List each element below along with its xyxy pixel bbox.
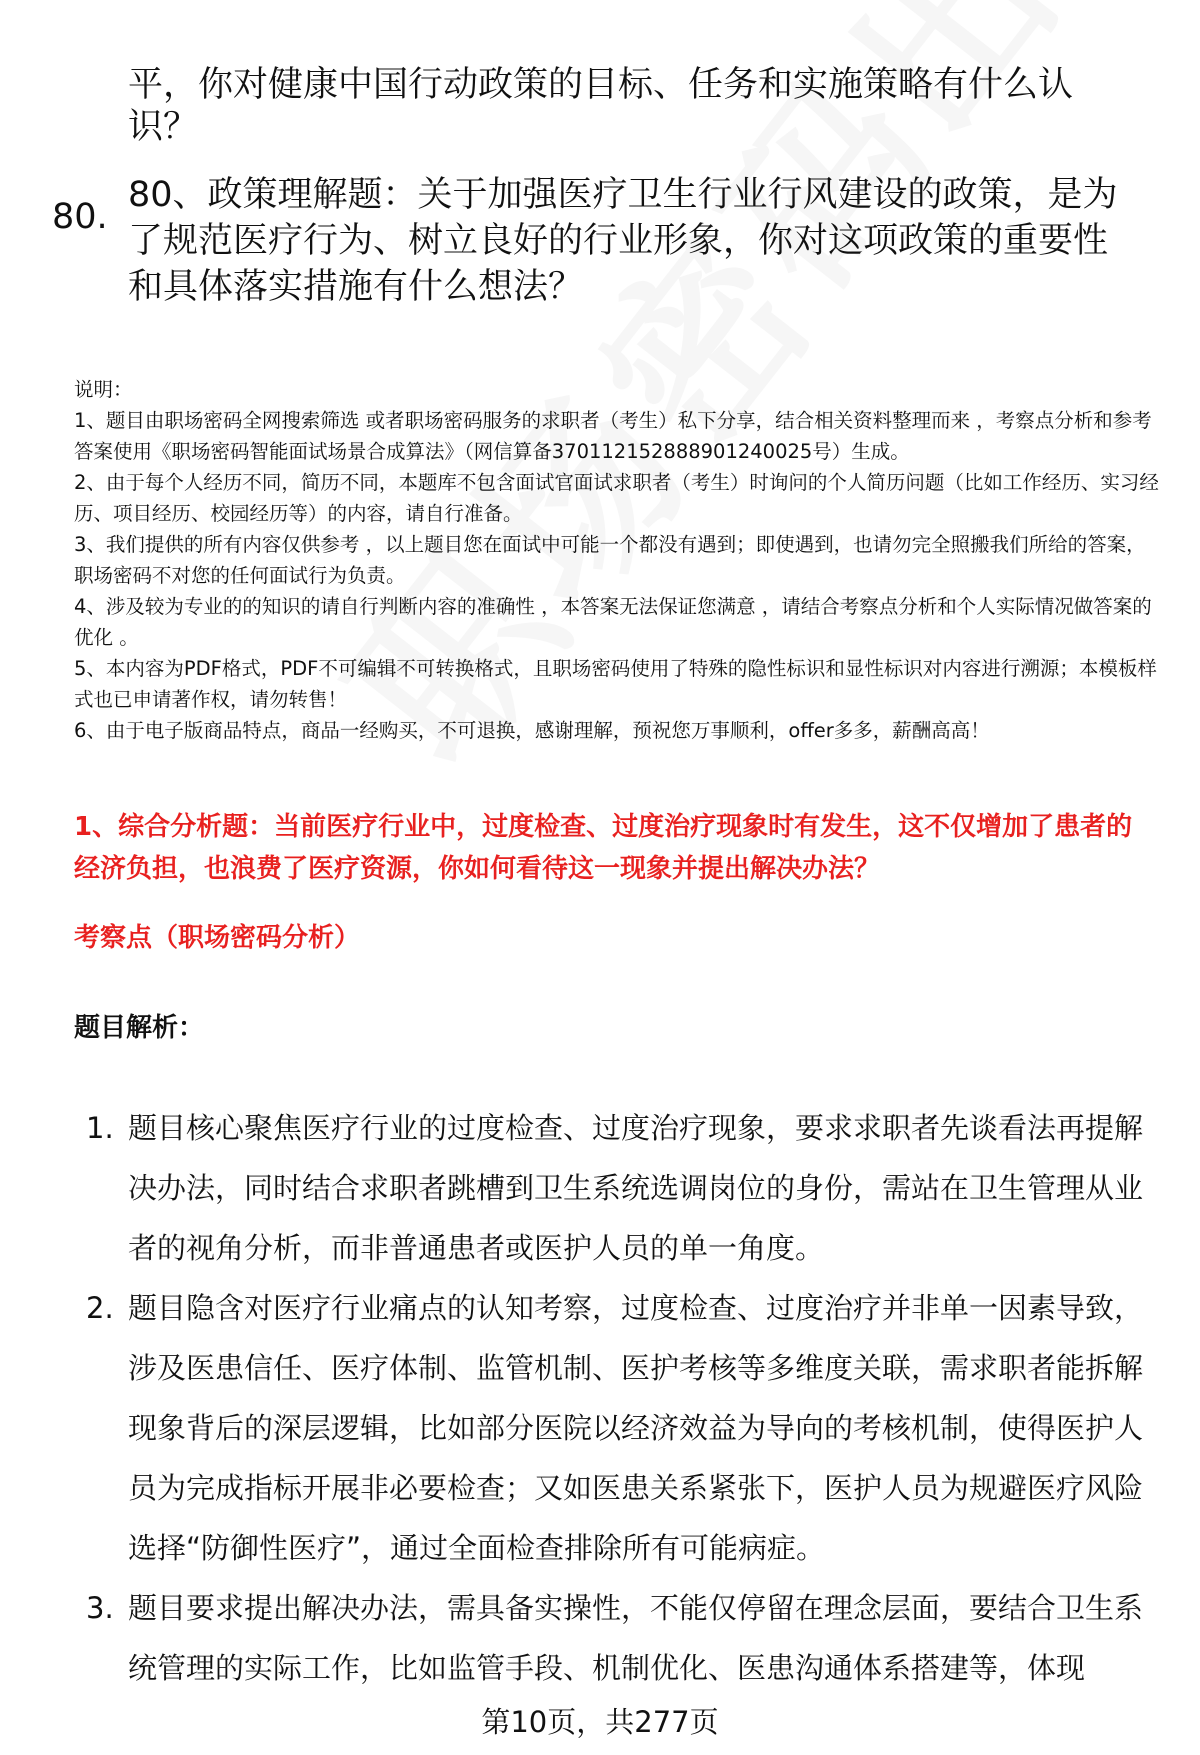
analysis-title: 题目解析： [74, 1013, 205, 1043]
question-title: 1、综合分析题：当前医疗行业中，过度检查、过度治疗现象时有发生，这不仅增加了患者的经济负担，也浪费了医疗资源，你如何看待这一现象并提出解决办法？ [74, 812, 1133, 884]
notes-item: 3、我们提供的所有内容仅供参考 ，以上题目您在面试中可能一个都没有遇到；即使遇到，也请勿完全照搬我们所给的答案，职场密码不对您的任何面试行为负责。 [74, 533, 1146, 587]
list-item-text: 题目核心聚焦医疗行业的过度检查、过度治疗现象，要求求职者先谈看法再提解决办法，同时结合求职者跳槽到卫生系统选调岗位的身份，需站在卫生管理从业者的视角分析，而非普通患者或医护人员的单一角度。 [128, 1111, 1144, 1265]
q79-tail-line2: 识？ [128, 107, 199, 147]
q80-number: 80. [52, 197, 108, 237]
list-item-text: 题目要求提出解决办法，需具备实操性，不能仅停留在理念层面，要结合卫生系统管理的实际工作，比如监管手段、机制优化、医患沟通体系搭建等，体现 [128, 1591, 1144, 1685]
list-item [76, 1098, 1156, 1278]
page-footer: 第10页，共277页 [481, 1705, 719, 1739]
q80-line2: 了规范医疗行为、树立良好的行业形象，你对这项政策的重要性 [128, 221, 1109, 261]
notes-item: 4、涉及较为专业的的知识的请自行判断内容的准确性 ，本答案无法保证您满意 ，请结合考察点分析和个人实际情况做答案的优化 。 [74, 595, 1152, 649]
notes-heading: 说明： [74, 378, 133, 401]
list-item-number: 1. [86, 1111, 114, 1145]
notes-section [74, 374, 1164, 746]
notes-item: 5、本内容为PDF格式，PDF不可编辑不可转换格式，且职场密码使用了特殊的隐性标识和显性标识对内容进行溯源；本模板样式也已申请著作权，请勿转售！ [74, 657, 1157, 711]
notes-item: 1、题目由职场密码全网搜索筛选 或者职场密码服务的求职者（考生）私下分享，结合相关资料整理而来 ，考察点分析和参考答案使用《职场密码智能面试场景合成算法》（网信算备370112152888901240025号）生成。 [74, 409, 1152, 463]
analysis-list [76, 1098, 1156, 1698]
list-item-number: 2. [86, 1291, 114, 1325]
notes-item: 6、由于电子版商品特点，商品一经购买，不可退换，感谢理解，预祝您万事顺利，offer多多，薪酬高高！ [74, 719, 990, 742]
exam-point-label: 考察点（职场密码分析） [74, 923, 361, 953]
list-item-number: 3. [86, 1591, 114, 1625]
q80-line1: 80、政策理解题：关于加强医疗卫生行业行风建设的政策，是为 [128, 175, 1118, 215]
notes-item: 2、由于每个人经历不同，简历不同，本题库不包含面试官面试求职者（考生）时询问的个人简历问题（比如工作经历、实习经历、项目经历、校园经历等）的内容，请自行准备。 [74, 471, 1159, 525]
list-item-text: 题目隐含对医疗行业痛点的认知考察，过度检查、过度治疗并非单一因素导致，涉及医患信任、医疗体制、监管机制、医护考核等多维度关联，需求职者能拆解现象背后的深层逻辑，比如部分医院以经济效益为导向的考核机制，使得医护人员为完成指标开展非必要检查；又如医患关系紧张下，医护人员为规避医疗风险选择“防御性医疗”，通过全面检查排除所有可能病症。 [128, 1291, 1144, 1565]
list-item [76, 1578, 1156, 1698]
q80-line3: 和具体落实措施有什么想法？ [128, 267, 584, 307]
q79-tail-line1: 平，你对健康中国行动政策的目标、任务和实施策略有什么认 [128, 65, 1074, 105]
list-item [76, 1278, 1156, 1578]
